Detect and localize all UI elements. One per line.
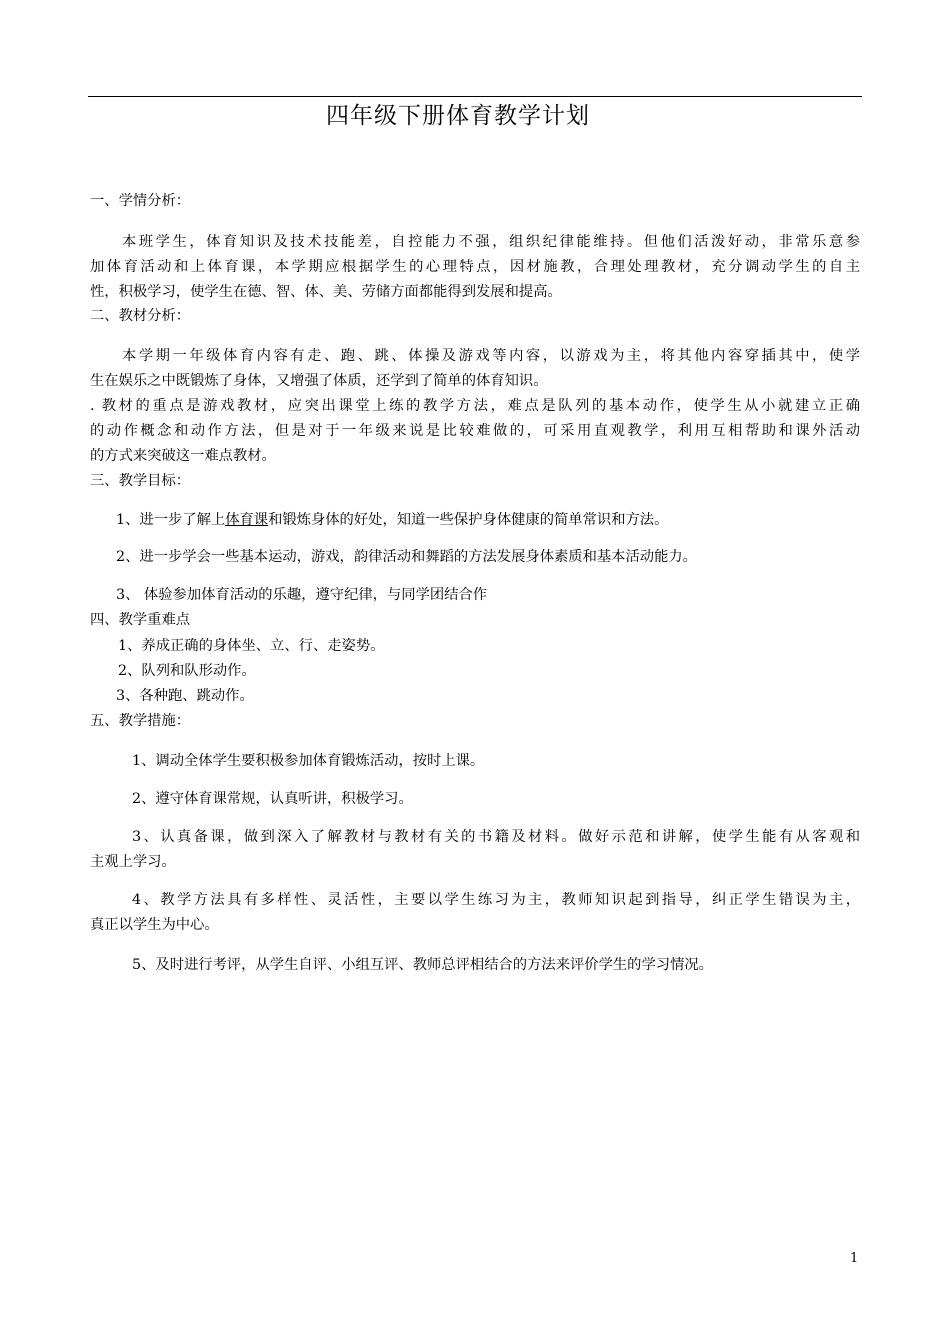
list-item: 3、各种跑、跳动作。 <box>116 688 254 704</box>
list-item: 1、养成正确的身体坐、立、行、走姿势。 <box>118 638 385 654</box>
goal-text: 1、进一步了解上 <box>116 512 226 528</box>
measure-item-5: 5、及时进行考评，从学生自评、小组互评、教师总评相结合的方法来评价学生的学习情况。 <box>132 957 713 973</box>
paragraph-line: 加体育活动和上体育课，本学期应根据学生的心理特点，因材施教，合理处理教材，充分调动学生的自主 <box>90 259 860 275</box>
header-rule <box>88 96 862 97</box>
goal-text: 和锻炼身体的好处，知道一些保护身体健康的简单常识和方法。 <box>268 512 669 528</box>
goal-item-3: 3、 体验参加体育活动的乐趣，遵守纪律，与同学团结合作 <box>116 587 488 603</box>
section-heading-2: 二、教材分析： <box>90 308 191 324</box>
section-heading-3: 三、教学目标： <box>90 473 191 489</box>
goal-item-2: 2、进一步学会一些基本运动，游戏，韵律活动和舞蹈的方法发展身体素质和基本活动能力。 <box>116 549 697 565</box>
measure-item-1: 1、调动全体学生要积极参加体育锻炼活动，按时上课。 <box>132 753 485 769</box>
section-heading-5: 五、教学措施： <box>90 713 191 729</box>
section-heading-1: 一、学情分析： <box>90 193 191 209</box>
paragraph-line: 的方式来突破这一难点教材。 <box>90 448 276 464</box>
goal-item-1 <box>116 510 668 530</box>
paragraph-line: 主观上学习。 <box>90 854 176 870</box>
measure-item-2: 2、遵守体育课常规，认真听讲，积极学习。 <box>132 791 413 807</box>
underlined-term: 体育课 <box>225 512 269 528</box>
measure-item-4: 4、教学方法具有多样性、灵活性，主要以学生练习为主，教师知识起到指导，纠正学生错误为主， <box>132 892 860 908</box>
section-heading-4: 四、教学重难点 <box>90 612 191 628</box>
list-item: 2、队列和队形动作。 <box>118 663 256 679</box>
document-title: 四年级下册体育教学计划 <box>326 103 590 129</box>
paragraph-line: 真正以学生为中心。 <box>90 917 219 933</box>
measure-item-3: 3、认真备课，做到深入了解教材与教材有关的书籍及材料。做好示范和讲解，使学生能有从客观和 <box>132 829 860 845</box>
paragraph-line: 本学期一年级体育内容有走、跑、跳、体操及游戏等内容，以游戏为主，将其他内容穿插其中，使学 <box>122 348 860 364</box>
paragraph-line: 的动作概念和动作方法，但是对于一年级来说是比较难做的，可采用直观教学，利用互相帮助和课外活动 <box>90 423 860 439</box>
page-number: 1 <box>850 1251 859 1266</box>
paragraph-line: 本班学生，体育知识及技术技能差，自控能力不强，组织纪律能维持。但他们活泼好动，非常乐意参 <box>122 234 860 250</box>
paragraph-line: 生在娱乐之中既锻炼了身体，又增强了体质，还学到了简单的体育知识。 <box>90 373 548 389</box>
paragraph-line: . 教材的重点是游戏教材，应突出课堂上练的教学方法，难点是队列的基本动作，使学生从小就建立正确 <box>90 398 860 414</box>
paragraph-line: 性，积极学习，使学生在德、智、体、美、劳储方面都能得到发展和提高。 <box>90 284 562 300</box>
